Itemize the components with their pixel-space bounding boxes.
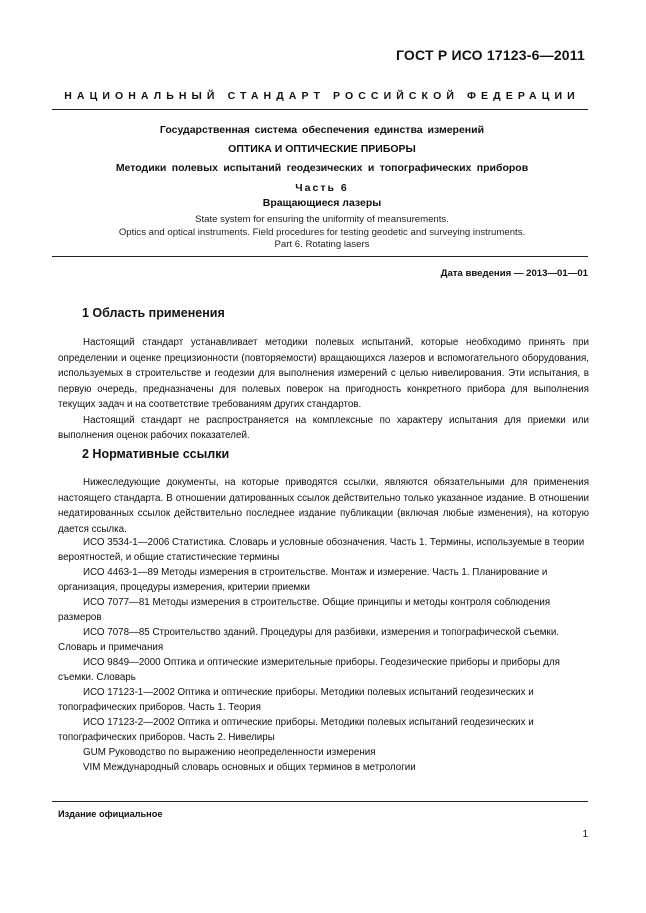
title-optics: ОПТИКА И ОПТИЧЕСКИЕ ПРИБОРЫ [228, 143, 416, 155]
normative-references-list [58, 535, 589, 775]
document-code: ГОСТ Р ИСО 17123-6—2011 [395, 47, 585, 63]
introduction-date: Дата введения — 2013—01—01 [440, 268, 588, 279]
section-1-title: 1 Область применения [82, 306, 225, 320]
title-english-line-1: State system for ensuring the uniformity of meansurements. [195, 214, 449, 225]
section-1-body [58, 335, 589, 444]
reference-item: VIM Международный словарь основных и общих терминов в метрологии [83, 762, 416, 773]
title-part: Часть 6 [295, 182, 349, 194]
top-divider [52, 109, 588, 110]
footer-divider [52, 801, 588, 802]
reference-item: ИСО 7077—81 Методы измерения в строительстве. Общие принципы и методы контроля соблюдения размеров [58, 597, 551, 623]
title-system: Государственная система обеспечения единства измерений [159, 124, 485, 136]
title-rotating-lasers: Вращающиеся лазеры [262, 197, 382, 209]
reference-item: ИСО 17123-2—2002 Оптика и оптические приборы. Методики полевых испытаний геодезических и топографических приборов. Часть 2. Нивелиры [58, 717, 534, 743]
title-methods: Методики полевых испытаний геодезических и топографических приборов [115, 162, 529, 174]
title-english-line-3: Part 6. Rotating lasers [274, 239, 370, 250]
reference-item: ИСО 4463-1—89 Методы измерения в строительстве. Монтаж и измерение. Часть 1. Планирование и организация, процедуры измерения, критерии приемки [58, 567, 548, 593]
section-1-paragraph-1: Настоящий стандарт устанавливает методики полевых испытаний, которые необходимо принять при определении и оценке прецизионности (повторяемости) вращающихся лазеров и вспомогательного оборудования, используемых в строительстве и геодезии для выполнения измерений с целью нивелирования. Эти испытания, в первую очередь, предназначены для полевых поверок на пригодность конкретного прибора для выполнения текущих задач и на соответствие требованиям других стандартов. [58, 337, 589, 410]
section-2-intro-paragraph: Нижеследующие документы, на которые приводятся ссылки, являются обязательными для применения настоящего стандарта. В отношении датированных ссылок действительно только указанное издание. В отношении недатированных ссылок действительно последнее издание публикации (включая любые изменения), на которую дается ссылка. [58, 477, 589, 535]
reference-item: ИСО 7078—85 Строительство зданий. Процедуры для разбивки, измерения и топографической съемки. Словарь и примечания [58, 627, 560, 653]
page-number: 1 [582, 829, 588, 840]
title-english-line-2: Optics and optical instruments. Field procedures for testing geodetic and surveying instruments. [118, 227, 526, 238]
section-2-intro [58, 475, 589, 537]
national-standard-heading: НАЦИОНАЛЬНЫЙ СТАНДАРТ РОССИЙСКОЙ ФЕДЕРАЦИИ [64, 90, 580, 102]
section-1-paragraph-2: Настоящий стандарт не распространяется на комплексные по характеру испытания для приемки или выполнения оценок рабочих показателей. [58, 414, 589, 441]
official-edition-note: Издание официальное [58, 809, 163, 819]
reference-item: ИСО 17123-1—2002 Оптика и оптические приборы. Методики полевых испытаний геодезических и топографических приборов. Часть 1. Теория [58, 687, 534, 713]
reference-item: ИСО 9849—2000 Оптика и оптические измерительные приборы. Геодезические приборы и приборы для съемки. Словарь [58, 657, 560, 683]
reference-item: ИСО 3534-1—2006 Статистика. Словарь и условные обозначения. Часть 1. Термины, используемые в теории вероятностей, и общие статистические термины [58, 537, 585, 563]
title-divider [52, 256, 588, 257]
reference-item: GUM Руководство по выражению неопределенности измерения [83, 747, 376, 758]
section-2-title: 2 Нормативные ссылки [82, 447, 230, 461]
